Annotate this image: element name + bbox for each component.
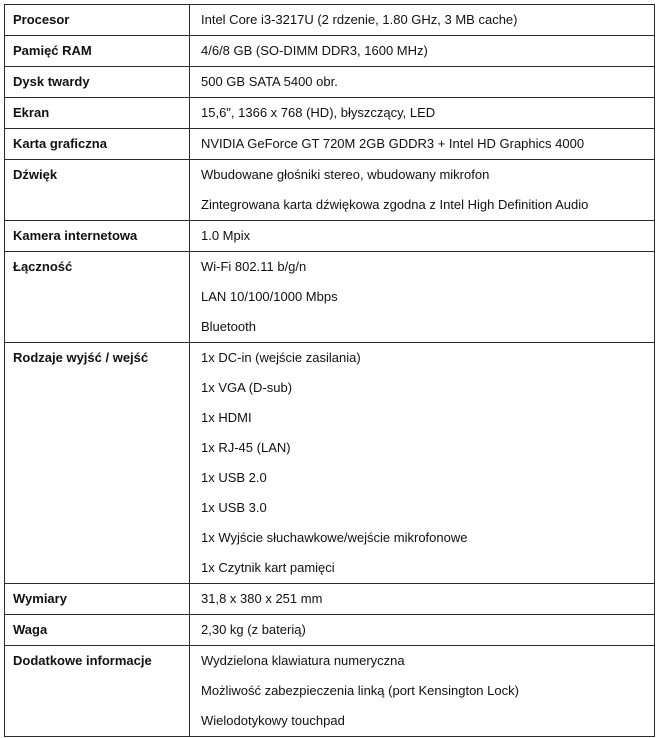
- spec-value-line: 500 GB SATA 5400 obr.: [201, 74, 338, 89]
- spec-row: [5, 67, 655, 98]
- spec-value-cell: [190, 5, 655, 36]
- spec-value-line: 1x RJ-45 (LAN): [201, 440, 291, 455]
- spec-label-cell: [5, 129, 190, 160]
- spec-label: Pamięć RAM: [13, 43, 92, 58]
- spec-value-line: LAN 10/100/1000 Mbps: [201, 289, 338, 304]
- spec-value-cell: [190, 343, 655, 584]
- spec-label: Dodatkowe informacje: [13, 653, 152, 668]
- spec-value-line: Możliwość zabezpieczenia linką (port Kensington Lock): [201, 683, 519, 698]
- spec-value-cell: [190, 221, 655, 252]
- spec-label-cell: [5, 584, 190, 615]
- spec-value-line: Wielodotykowy touchpad: [201, 713, 345, 728]
- spec-row: [5, 160, 655, 221]
- spec-value-line: Wydzielona klawiatura numeryczna: [201, 653, 405, 668]
- spec-row: [5, 343, 655, 584]
- spec-value-line: NVIDIA GeForce GT 720M 2GB GDDR3 + Intel HD Graphics 4000: [201, 136, 585, 151]
- spec-value-line: 1x Czytnik kart pamięci: [201, 560, 335, 575]
- spec-value-cell: [190, 615, 655, 646]
- spec-row: [5, 221, 655, 252]
- spec-value-cell: [190, 160, 655, 221]
- spec-value-line: Intel Core i3-3217U (2 rdzenie, 1.80 GHz, 3 MB cache): [201, 12, 518, 27]
- spec-label: Waga: [13, 622, 48, 637]
- spec-row: [5, 5, 655, 36]
- spec-value-line: 15,6", 1366 x 768 (HD), błyszczący, LED: [201, 105, 436, 120]
- spec-value-line: 1.0 Mpix: [201, 228, 251, 243]
- spec-value-line: 4/6/8 GB (SO-DIMM DDR3, 1600 MHz): [201, 43, 428, 58]
- spec-label-cell: [5, 646, 190, 737]
- spec-label: Wymiary: [13, 591, 67, 606]
- spec-row: [5, 129, 655, 160]
- spec-value-cell: [190, 584, 655, 615]
- spec-label: Karta graficzna: [13, 136, 107, 151]
- spec-label: Kamera internetowa: [13, 228, 138, 243]
- spec-row: [5, 36, 655, 67]
- spec-table-body: [5, 5, 655, 737]
- spec-value-line: 1x DC-in (wejście zasilania): [201, 350, 361, 365]
- spec-value-line: Wbudowane głośniki stereo, wbudowany mikrofon: [201, 167, 490, 182]
- spec-row: [5, 252, 655, 343]
- spec-label-cell: [5, 221, 190, 252]
- spec-label-cell: [5, 252, 190, 343]
- spec-label-cell: [5, 5, 190, 36]
- spec-table: [4, 4, 655, 737]
- spec-value-line: 1x VGA (D-sub): [201, 380, 293, 395]
- spec-label: Dźwięk: [13, 167, 58, 182]
- spec-row: [5, 615, 655, 646]
- spec-value-line: 1x USB 2.0: [201, 470, 267, 485]
- spec-label-cell: [5, 615, 190, 646]
- spec-value-line: 1x HDMI: [201, 410, 252, 425]
- spec-value-cell: [190, 67, 655, 98]
- spec-label: Rodzaje wyjść / wejść: [13, 350, 149, 365]
- spec-label: Łączność: [13, 259, 73, 274]
- spec-label-cell: [5, 67, 190, 98]
- spec-row: [5, 584, 655, 615]
- spec-label-cell: [5, 343, 190, 584]
- spec-row: [5, 98, 655, 129]
- spec-value-cell: [190, 129, 655, 160]
- spec-value-line: Wi-Fi 802.11 b/g/n: [201, 259, 307, 274]
- spec-value-line: Bluetooth: [201, 319, 256, 334]
- spec-label: Procesor: [13, 12, 70, 27]
- spec-value-cell: [190, 252, 655, 343]
- spec-value-line: 2,30 kg (z baterią): [201, 622, 306, 637]
- spec-label: Ekran: [13, 105, 50, 120]
- spec-row: [5, 646, 655, 737]
- spec-value-cell: [190, 36, 655, 67]
- spec-value-line: Zintegrowana karta dźwiękowa zgodna z Intel High Definition Audio: [201, 197, 589, 212]
- spec-label-cell: [5, 36, 190, 67]
- spec-label: Dysk twardy: [13, 74, 90, 89]
- spec-value-line: 31,8 x 380 x 251 mm: [201, 591, 323, 606]
- spec-value-line: 1x Wyjście słuchawkowe/wejście mikrofonowe: [201, 530, 468, 545]
- spec-label-cell: [5, 160, 190, 221]
- spec-value-line: 1x USB 3.0: [201, 500, 267, 515]
- spec-label-cell: [5, 98, 190, 129]
- spec-value-cell: [190, 646, 655, 737]
- spec-value-cell: [190, 98, 655, 129]
